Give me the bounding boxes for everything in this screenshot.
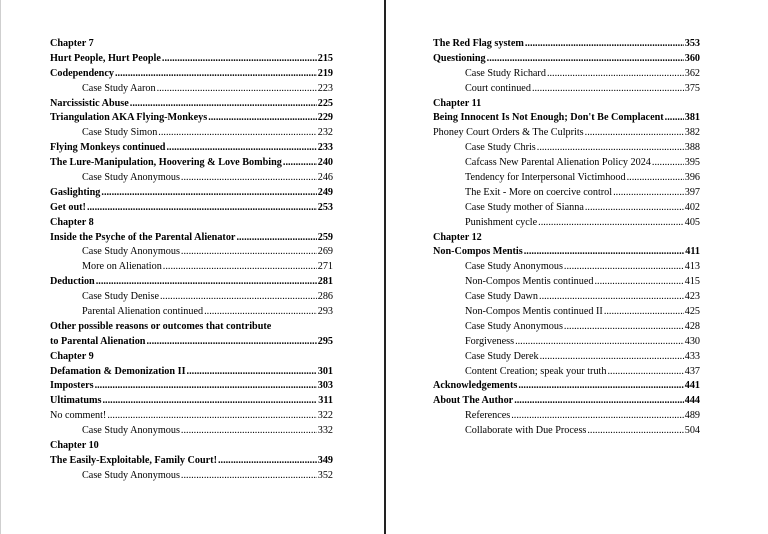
toc-entry — [433, 424, 700, 439]
toc-page-number: 281 — [317, 276, 333, 288]
toc-entry — [50, 260, 333, 275]
toc-entry — [433, 275, 700, 290]
dot-leader — [532, 82, 684, 97]
toc-page-number: 504 — [684, 425, 700, 437]
dot-leader — [627, 171, 684, 186]
toc-entry-title: Content Creation; speak your truth — [465, 365, 607, 377]
toc-entry-title: Get out! — [50, 201, 86, 213]
toc-entry-title: Case Study Anonymous — [465, 320, 563, 332]
toc-entry-title: to Parental Alienation — [50, 335, 146, 347]
dot-leader — [162, 52, 317, 67]
dot-leader — [181, 245, 317, 260]
toc-entry-title: Other possible reasons or outcomes that contribute — [50, 320, 272, 332]
dot-leader — [594, 275, 683, 290]
toc-entry-title: Imposters — [50, 380, 94, 392]
toc-entry-title: Non-Compos Mentis continued — [465, 276, 594, 288]
toc-entry — [433, 350, 700, 365]
toc-entry — [50, 290, 333, 305]
toc-page-number: 301 — [317, 365, 333, 377]
dot-leader — [158, 126, 316, 141]
toc-entry — [433, 141, 700, 156]
toc-page-number: 293 — [317, 306, 333, 318]
dot-leader — [515, 335, 684, 350]
toc-entry-title: Inside the Psyche of the Parental Alienator — [50, 231, 236, 243]
dot-leader — [181, 424, 317, 439]
dot-leader — [103, 394, 318, 409]
dot-leader — [236, 231, 316, 246]
toc-entry — [50, 97, 333, 112]
toc-page-number: 433 — [684, 350, 700, 362]
toc-entry-title: Case Study Anonymous — [82, 469, 180, 481]
toc-entry-title: Case Study Aaron — [82, 82, 156, 94]
toc-entry-title: No comment! — [50, 410, 107, 422]
dot-leader — [181, 171, 317, 186]
toc-entry-title: Chapter 12 — [433, 231, 482, 243]
chapter-heading — [50, 37, 333, 52]
dot-leader — [157, 82, 317, 97]
chapter-heading — [433, 97, 700, 112]
toc-entry — [50, 141, 333, 156]
toc-page-number: 223 — [317, 82, 333, 94]
toc-entry — [433, 365, 700, 380]
dot-leader — [204, 305, 317, 320]
toc-entry — [433, 379, 700, 394]
toc-entry-title: Phoney Court Orders & The Culprits — [433, 127, 584, 139]
chapter-heading — [50, 439, 333, 454]
toc-entry — [50, 245, 333, 260]
toc-entry-title: Case Study Denise — [82, 291, 159, 303]
toc-entry-title: Case Study Anonymous — [465, 261, 563, 273]
toc-page-number: 411 — [685, 246, 700, 258]
toc-entry — [433, 111, 700, 126]
dot-leader — [166, 141, 316, 156]
toc-page-number: 249 — [317, 186, 333, 198]
toc-page-number: 303 — [317, 380, 333, 392]
toc-entry — [50, 424, 333, 439]
toc-page-number: 402 — [684, 201, 700, 213]
toc-entry-title: Chapter 11 — [433, 97, 482, 109]
toc-entry — [50, 320, 333, 335]
dot-leader — [107, 409, 316, 424]
toc-page-number: 395 — [684, 157, 700, 169]
toc-entry-title: Court continued — [465, 82, 531, 94]
toc-page-number: 232 — [317, 127, 333, 139]
toc-page-number: 229 — [317, 112, 333, 124]
toc-page-number: 415 — [684, 276, 700, 288]
toc-entry — [433, 320, 700, 335]
dot-leader — [613, 186, 684, 201]
dot-leader — [95, 379, 317, 394]
toc-entry-title: Case Study Anonymous — [82, 425, 180, 437]
toc-page-number: 286 — [317, 291, 333, 303]
toc-entry-title: Defamation & Demonization II — [50, 365, 186, 377]
dot-leader — [208, 111, 317, 126]
toc-entry — [433, 82, 700, 97]
toc-page-number: 382 — [684, 127, 700, 139]
toc-page-number: 295 — [317, 335, 333, 347]
toc-page-number: 246 — [317, 172, 333, 184]
toc-entry-title: Flying Monkeys continued — [50, 142, 166, 154]
toc-entry — [433, 201, 700, 216]
toc-entry-title: References — [465, 410, 511, 422]
toc-page-number: 413 — [684, 261, 700, 273]
toc-page-left — [50, 37, 333, 484]
toc-entry-title: Cafcass New Parental Alienation Policy 2024 — [465, 157, 651, 169]
toc-entry — [50, 335, 333, 350]
toc-entry-title: Case Study Chris — [465, 142, 536, 154]
dot-leader — [547, 67, 684, 82]
toc-entry-title: Hurt People, Hurt People — [50, 52, 161, 64]
toc-entry — [50, 52, 333, 67]
toc-entry — [50, 379, 333, 394]
toc-entry — [50, 469, 333, 484]
toc-entry — [50, 111, 333, 126]
toc-entry-title: Codependency — [50, 67, 114, 79]
toc-entry — [50, 67, 333, 82]
dot-leader — [539, 290, 684, 305]
dot-leader — [607, 365, 683, 380]
dot-leader — [487, 52, 684, 67]
toc-entry — [50, 82, 333, 97]
toc-page-number: 349 — [317, 454, 333, 466]
toc-page-number: 360 — [684, 52, 700, 64]
toc-entry — [50, 201, 333, 216]
dot-leader — [511, 409, 683, 424]
dot-leader — [283, 156, 317, 171]
toc-page-number: 362 — [684, 67, 700, 79]
toc-entry-title: Case Study Dawn — [465, 291, 539, 303]
toc-entry — [50, 156, 333, 171]
toc-entry-title: Case Study Simon — [82, 127, 158, 139]
toc-entry-title: The Lure-Manipulation, Hoovering & Love Bombing — [50, 157, 282, 169]
toc-entry-title: Case Study Derek — [465, 350, 539, 362]
toc-page-number: 388 — [684, 142, 700, 154]
dot-leader — [538, 216, 684, 231]
dot-leader — [525, 37, 684, 52]
toc-entry — [433, 290, 700, 305]
toc-entry — [50, 171, 333, 186]
toc-page-number: 396 — [684, 172, 700, 184]
toc-page-number: 405 — [684, 216, 700, 228]
toc-entry-title: The Easily-Exploitable, Family Court! — [50, 454, 217, 466]
dot-leader — [130, 97, 317, 112]
dot-leader — [181, 469, 317, 484]
toc-entry — [50, 454, 333, 469]
toc-page-number: 352 — [317, 469, 333, 481]
dot-leader — [585, 201, 684, 216]
toc-entry — [433, 216, 700, 231]
dot-leader — [587, 424, 683, 439]
dot-leader — [564, 320, 684, 335]
toc-page-number: 269 — [317, 246, 333, 258]
dot-leader — [524, 245, 685, 260]
toc-entry — [433, 52, 700, 67]
page-divider — [384, 0, 386, 534]
toc-page-number: 397 — [684, 186, 700, 198]
toc-entry — [50, 275, 333, 290]
dot-leader — [218, 454, 317, 469]
toc-entry-title: Case Study Richard — [465, 67, 546, 79]
toc-page-number: 428 — [684, 320, 700, 332]
toc-entry — [50, 186, 333, 201]
toc-page-number: 219 — [317, 67, 333, 79]
toc-entry-title: Parental Alienation continued — [82, 306, 204, 318]
toc-entry — [433, 37, 700, 52]
toc-entry — [50, 409, 333, 424]
toc-entry — [433, 171, 700, 186]
toc-page-number: 225 — [317, 97, 333, 109]
toc-entry-title: Gaslighting — [50, 186, 101, 198]
toc-page-number: 322 — [317, 410, 333, 422]
toc-entry-title: Punishment cycle — [465, 216, 538, 228]
toc-entry-title: Ultimatums — [50, 395, 102, 407]
toc-entry-title: Acknowledgements — [433, 380, 518, 392]
dot-leader — [665, 111, 684, 126]
toc-entry-title: Triangulation AKA Flying-Monkeys — [50, 112, 208, 124]
dot-leader — [146, 335, 316, 350]
toc-entry-title: The Red Flag system — [433, 38, 524, 49]
toc-page-number: 233 — [317, 142, 333, 154]
toc-entry — [50, 126, 333, 141]
toc-page-number: 353 — [684, 38, 700, 49]
toc-entry — [433, 67, 700, 82]
dot-leader — [564, 260, 684, 275]
toc-page-number: 375 — [684, 82, 700, 94]
dot-leader — [604, 305, 684, 320]
toc-page-number: 437 — [684, 365, 700, 377]
toc-entry-title: Non-Compos Mentis continued II — [465, 306, 603, 318]
toc-entry-title: Tendency for Interpersonal Victimhood — [465, 172, 626, 184]
toc-entry-title: Case Study Anonymous — [82, 246, 180, 258]
toc-entry — [433, 126, 700, 141]
toc-entry-title: Questioning — [433, 52, 486, 64]
toc-entry — [433, 245, 700, 260]
dot-leader — [187, 365, 317, 380]
toc-entry-title: Case Study mother of Sianna — [465, 201, 584, 213]
dot-leader — [163, 260, 317, 275]
chapter-heading — [433, 231, 700, 246]
toc-page-number: 259 — [317, 231, 333, 243]
dot-leader — [101, 186, 316, 201]
toc-page-number: 381 — [684, 112, 700, 124]
toc-page-number: 215 — [317, 52, 333, 64]
page-edge — [0, 0, 1, 534]
toc-page-number: 240 — [317, 157, 333, 169]
dot-leader — [585, 126, 684, 141]
toc-entry — [433, 186, 700, 201]
toc-entry-title: The Exit - More on coercive control — [465, 186, 613, 198]
dot-leader — [652, 156, 684, 171]
toc-page-number: 311 — [318, 395, 333, 407]
chapter-heading — [50, 350, 333, 365]
toc-entry-title: Collaborate with Due Process — [465, 425, 587, 437]
toc-entry-title: Non-Compos Mentis — [433, 246, 523, 258]
toc-entry-title: Forgiveness — [465, 335, 515, 347]
toc-page-number: 332 — [317, 425, 333, 437]
toc-entry-title: More on Alienation — [82, 261, 162, 273]
toc-page-number: 423 — [684, 291, 700, 303]
chapter-heading — [50, 216, 333, 231]
toc-entry-title: Case Study Anonymous — [82, 172, 180, 184]
dot-leader — [160, 290, 317, 305]
dot-leader — [518, 379, 683, 394]
toc-entry — [433, 335, 700, 350]
toc-page-number: 253 — [317, 201, 333, 213]
dot-leader — [540, 350, 684, 365]
toc-entry-title: Being Innocent Is Not Enough; Don't Be Complacent — [433, 112, 664, 124]
toc-entry-title: Chapter 9 — [50, 350, 94, 362]
toc-entry — [50, 305, 333, 320]
dot-leader — [87, 201, 317, 216]
toc-entry — [433, 305, 700, 320]
toc-entry-title: Chapter 7 — [50, 38, 94, 49]
dot-leader — [514, 394, 684, 409]
toc-page-number: 425 — [684, 306, 700, 318]
toc-entry — [433, 394, 700, 409]
toc-entry — [50, 365, 333, 380]
toc-page-number: 430 — [684, 335, 700, 347]
toc-entry — [433, 409, 700, 424]
toc-page-number: 444 — [684, 395, 700, 407]
toc-entry-title: Narcissistic Abuse — [50, 97, 129, 109]
dot-leader — [537, 141, 684, 156]
toc-entry-title: Deduction — [50, 276, 95, 288]
toc-page-right — [433, 37, 700, 439]
toc-entry — [433, 156, 700, 171]
toc-entry — [50, 394, 333, 409]
toc-entry — [50, 231, 333, 246]
dot-leader — [115, 67, 317, 82]
toc-entry-title: About The Author — [433, 395, 514, 407]
toc-page-number: 271 — [317, 261, 333, 273]
toc-entry — [433, 260, 700, 275]
toc-page-number: 441 — [684, 380, 700, 392]
toc-entry-title: Chapter 10 — [50, 440, 99, 452]
toc-page-number: 489 — [684, 410, 700, 422]
dot-leader — [96, 275, 317, 290]
toc-entry-title: Chapter 8 — [50, 216, 94, 228]
